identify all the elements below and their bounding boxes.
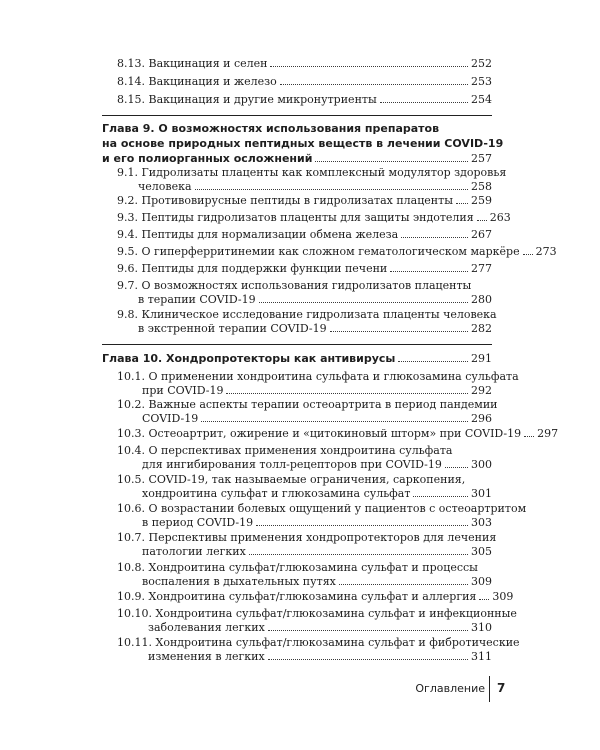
toc-page-number: 303: [471, 516, 492, 529]
toc-entry-line: [117, 93, 492, 106]
dot-leader: [270, 65, 468, 67]
chapter-title-line: Глава 9. О возможностях использования препаратов: [102, 122, 440, 135]
dot-leader: [259, 301, 468, 303]
toc-entry-line: [142, 412, 492, 425]
footer-divider: [489, 676, 490, 702]
dot-leader: [413, 495, 468, 497]
toc-entry-title: 9.8. Клиническое исследование гидролизата плаценты человека: [117, 308, 497, 321]
dot-leader: [523, 253, 533, 255]
toc-page-number: 296: [471, 412, 492, 425]
toc-page-number: 253: [471, 75, 492, 88]
toc-entry-title-cont: человека: [138, 180, 192, 193]
toc-entry-line: [142, 545, 492, 558]
toc-entry-line: [142, 384, 492, 397]
toc-entry-line: [148, 650, 492, 663]
page-number: 7: [497, 681, 506, 695]
dot-leader: [201, 420, 468, 422]
dot-leader: [524, 435, 534, 437]
toc-entry-title: 10.2. Важные аспекты терапии остеоартрита в период пандемии: [117, 398, 498, 411]
toc-entry-title: 9.5. О гиперферритинемии как сложном гематологическом маркёре: [117, 245, 520, 258]
toc-entry-title-cont: в период COVID-19: [142, 516, 254, 529]
toc-entry-line: [117, 75, 492, 88]
toc-entry-title: 10.8. Хондроитина сульфат/глюкозамина сульфат и процессы: [117, 561, 478, 574]
toc-page-number: 254: [471, 93, 492, 106]
dot-leader: [380, 101, 468, 103]
chapter-title-line: Глава 10. Хондропротекторы как антивирусы: [102, 352, 396, 365]
toc-entry-title: 9.1. Гидролизаты плаценты как комплексный модулятор здоровья: [117, 166, 507, 179]
toc-entry-title-cont: хондроитина сульфат и глюкозамина сульфат: [142, 487, 411, 500]
toc-entry-title: 9.4. Пептиды для нормализации обмена железа: [117, 228, 399, 241]
toc-entry-line: [117, 228, 492, 241]
toc-entry-line: [102, 352, 492, 365]
toc-page-number: 291: [471, 352, 492, 365]
toc-page-number: 282: [471, 322, 492, 335]
dot-leader: [195, 188, 468, 190]
toc-entry-title: 10.6. О возрастании болевых ощущений у пациентов с остеоартритом: [117, 502, 527, 515]
toc-page-number: 277: [471, 262, 492, 275]
toc-page-number: 297: [537, 427, 559, 440]
toc-entry-line: [142, 575, 492, 588]
toc-entry-title-cont: в терапии COVID-19: [138, 293, 256, 306]
toc-entry-line: [117, 194, 492, 207]
dot-leader: [445, 466, 468, 468]
toc-entry-title-cont: воспаления в дыхательных путях: [142, 575, 336, 588]
toc-page-number: 257: [471, 152, 492, 165]
toc-entry-title-cont: заболевания легких: [148, 621, 265, 634]
toc-page-number: 309: [492, 590, 514, 603]
toc-entry-title: Вакцинация и селен: [148, 57, 268, 70]
toc-entry-title-cont: изменения в легких: [148, 650, 265, 663]
dot-leader: [401, 236, 468, 238]
toc-entry-title: 10.9. Хондроитина сульфат/глюкозамина сульфат и аллергия: [117, 590, 477, 603]
toc-entry-line: [138, 293, 492, 306]
toc-page-number: 273: [535, 245, 557, 258]
toc-page-number: 258: [471, 180, 492, 193]
toc-entry-line: [117, 211, 511, 224]
chapter-divider: [102, 344, 492, 345]
toc-entry-title: 10.4. О перспективах применения хондроитина сульфата: [117, 444, 453, 457]
toc-page-number: 267: [471, 228, 492, 241]
toc-entry-line: [117, 590, 514, 603]
toc-entry-number: 8.13.: [117, 57, 145, 70]
dot-leader: [339, 583, 468, 585]
toc-entry-title: Вакцинация и железо: [148, 75, 277, 88]
toc-entry-title-cont: для ингибирования толл-рецепторов при COVID-19: [142, 458, 442, 471]
toc-page-number: 300: [471, 458, 492, 471]
dot-leader: [256, 524, 468, 526]
chapter-divider: [102, 115, 492, 116]
toc-entry-line: [102, 152, 492, 165]
toc-page-number: 280: [471, 293, 492, 306]
toc-page-number: 301: [471, 487, 492, 500]
toc-entry-line: [117, 57, 492, 70]
toc-entry-title: 9.6. Пептиды для поддержки функции печени: [117, 262, 388, 275]
toc-entry-line: [138, 322, 492, 335]
toc-entry-title: 9.7. О возможностях использования гидролизатов плаценты: [117, 279, 472, 292]
toc-entry-line: [142, 458, 492, 471]
toc-entry-number: 8.14.: [117, 75, 145, 88]
dot-leader: [477, 219, 487, 221]
toc-entry-title: 10.11. Хондроитина сульфат/глюкозамина сульфат и фибротические: [117, 636, 520, 649]
toc-entry-title: 10.10. Хондроитина сульфат/глюкозамина сульфат и инфекционные: [117, 607, 517, 620]
toc-entry-title-cont: COVID-19: [142, 412, 199, 425]
toc-entry-line: [142, 516, 492, 529]
toc-entry-title-cont: патологии легких: [142, 545, 246, 558]
toc-page-number: 252: [471, 57, 492, 70]
dot-leader: [315, 160, 468, 162]
toc-entry-title: 10.1. О применении хондроитина сульфата и глюкозамина сульфата: [117, 370, 519, 383]
toc-page-number: 310: [471, 621, 492, 634]
dot-leader: [398, 360, 468, 362]
dot-leader: [226, 392, 468, 394]
toc-entry-line: [142, 487, 492, 500]
dot-leader: [268, 658, 468, 660]
dot-leader: [280, 83, 468, 85]
dot-leader: [390, 270, 468, 272]
toc-page-number: 309: [471, 575, 492, 588]
toc-entry-line: [148, 621, 492, 634]
dot-leader: [249, 553, 468, 555]
toc-page-number: 263: [489, 211, 511, 224]
toc-page-number: 259: [471, 194, 492, 207]
dot-leader: [479, 598, 489, 600]
dot-leader: [330, 330, 468, 332]
running-footer-label: Оглавление: [415, 682, 485, 695]
dot-leader: [268, 629, 468, 631]
dot-leader: [456, 202, 468, 204]
toc-entry-title: 10.5. COVID-19, так называемые ограничения, саркопения,: [117, 473, 466, 486]
toc-entry-title: 10.3. Остеоартрит, ожирение и «цитокиновый шторм» при COVID-19: [117, 427, 522, 440]
toc-page-number: 292: [471, 384, 492, 397]
toc-entry-line: [138, 180, 492, 193]
toc-entry-title-cont: в экстренной терапии COVID-19: [138, 322, 327, 335]
chapter-title-line: и его полиорганных осложнений: [102, 152, 313, 165]
chapter-title-line: на основе природных пептидных веществ в лечении COVID-19: [102, 137, 504, 150]
toc-entry-line: [117, 262, 492, 275]
toc-entry-title: 10.7. Перспективы применения хондропротекторов для лечения: [117, 531, 497, 544]
toc-entry-title: Вакцинация и другие микронутриенты: [148, 93, 377, 106]
toc-entry-line: [117, 427, 559, 440]
toc-page-number: 305: [471, 545, 492, 558]
toc-entry-line: [117, 245, 557, 258]
toc-entry-number: 8.15.: [117, 93, 145, 106]
toc-entry-title-cont: при COVID-19: [142, 384, 224, 397]
toc-entry-title: 9.2. Противовирусные пептиды в гидролизатах плаценты: [117, 194, 453, 207]
toc-page-number: 311: [471, 650, 492, 663]
toc-entry-title: 9.3. Пептиды гидролизатов плаценты для защиты эндотелия: [117, 211, 474, 224]
